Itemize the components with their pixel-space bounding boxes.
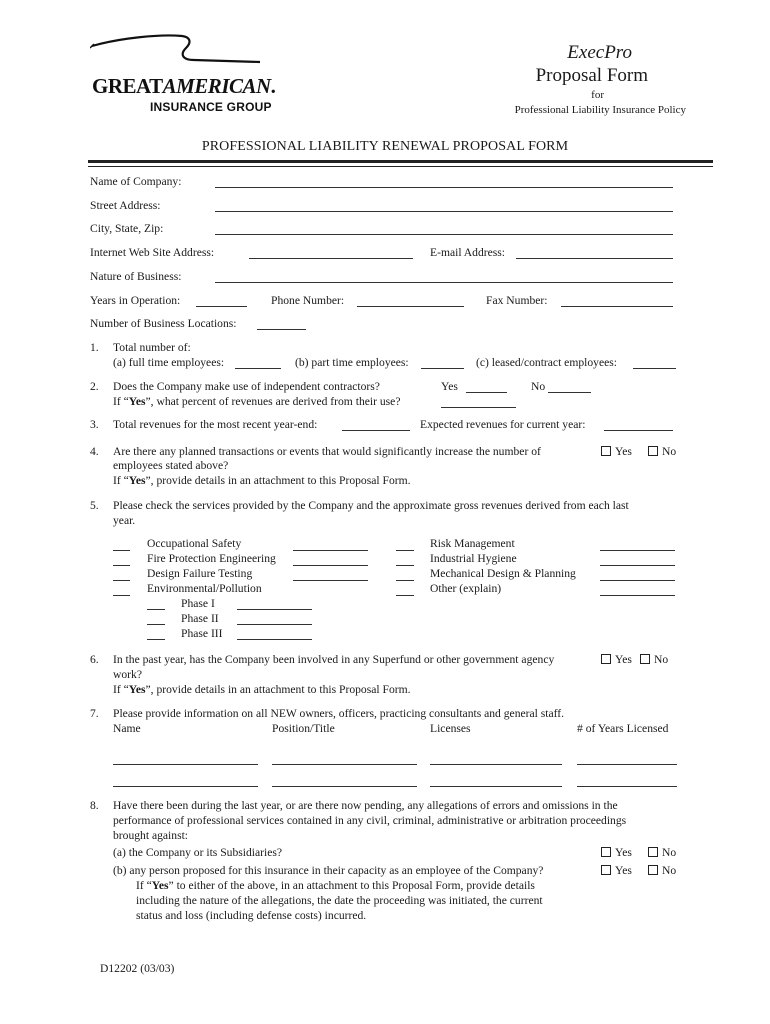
q2-no-label: No <box>531 380 546 393</box>
service-revenue-field[interactable] <box>600 580 675 581</box>
checkbox-icon <box>648 865 658 875</box>
q2-no-field[interactable] <box>548 392 591 393</box>
q4-yes-checkbox[interactable]: Yes <box>601 445 632 458</box>
checkbox-icon <box>640 654 650 664</box>
q7-licenses-field[interactable] <box>430 786 562 787</box>
phase-check[interactable] <box>147 609 165 610</box>
checkbox-icon <box>648 847 658 857</box>
logo-wordmark: GREATAMERICAN. <box>92 74 276 98</box>
nature-label: Nature of Business: <box>90 270 182 283</box>
logo-swoosh-icon <box>90 34 280 74</box>
street-field[interactable] <box>215 211 673 212</box>
website-label: Internet Web Site Address: <box>90 246 215 259</box>
service-check[interactable] <box>396 595 414 596</box>
q1-text: Total number of: <box>113 341 191 354</box>
q7-number: 7. <box>90 707 99 720</box>
q7-years-field[interactable] <box>577 786 677 787</box>
q7-col-name: Name <box>113 722 141 735</box>
q1a-label: (a) full time employees: <box>113 356 225 369</box>
company-name-label: Name of Company: <box>90 175 182 188</box>
checkbox-icon <box>601 446 611 456</box>
q6-if-text: If “Yes”, provide details in an attachment to this Proposal Form. <box>113 683 411 696</box>
years-label: Years in Operation: <box>90 294 181 307</box>
q7-position-field[interactable] <box>272 764 417 765</box>
service-revenue-field[interactable] <box>293 580 368 581</box>
email-label: E-mail Address: <box>430 246 506 259</box>
phase-check[interactable] <box>147 624 165 625</box>
checkbox-icon <box>601 654 611 664</box>
divider <box>88 166 713 167</box>
street-label: Street Address: <box>90 199 161 212</box>
q1-number: 1. <box>90 341 99 354</box>
service-label: Occupational Safety <box>147 537 242 550</box>
q8b-no-checkbox[interactable]: No <box>648 864 676 877</box>
q8-line3: brought against: <box>113 829 189 842</box>
phase-label: Phase III <box>181 627 223 640</box>
service-label: Design Failure Testing <box>147 567 253 580</box>
q7-years-field[interactable] <box>577 764 677 765</box>
phase-label: Phase I <box>181 597 215 610</box>
q8a-text: (a) the Company or its Subsidiaries? <box>113 846 283 859</box>
nature-field[interactable] <box>215 282 673 283</box>
q8a-no-checkbox[interactable]: No <box>648 846 676 859</box>
q2-text: Does the Company make use of independent contractors? <box>113 380 380 393</box>
q1b-field[interactable] <box>421 368 464 369</box>
q4-number: 4. <box>90 445 99 458</box>
q5-line1: Please check the services provided by the Company and the approximate gross revenues derived from each last <box>113 499 629 512</box>
service-label: Risk Management <box>430 537 515 550</box>
q8-detail-line2: including the nature of the allegations, the date the proceeding was initiated, the current <box>136 894 543 907</box>
q2-yes-field[interactable] <box>466 392 507 393</box>
q4-line1: Are there any planned transactions or events that would significantly increase the number of <box>113 445 541 458</box>
service-revenue-field[interactable] <box>600 595 675 596</box>
phase-label: Phase II <box>181 612 219 625</box>
phone-field[interactable] <box>357 306 464 307</box>
form-title: PROFESSIONAL LIABILITY RENEWAL PROPOSAL FORM <box>201 139 569 154</box>
service-check[interactable] <box>113 595 130 596</box>
q3-expected-field[interactable] <box>604 430 673 431</box>
q8a-yes-checkbox[interactable]: Yes <box>601 846 632 859</box>
q8-detail-line1: If “Yes” to either of the above, in an attachment to this Proposal Form, provide details <box>136 879 535 892</box>
service-label: Fire Protection Engineering <box>147 552 276 565</box>
q6-no-checkbox[interactable]: No <box>640 653 668 666</box>
phase-revenue-field[interactable] <box>237 639 312 640</box>
brand-name: ExecPro <box>567 42 632 63</box>
q8-detail-line3: status and loss (including defense costs) incurred. <box>136 909 367 922</box>
q7-col-position: Position/Title <box>272 722 335 735</box>
q2-percent-field[interactable] <box>441 407 516 408</box>
q7-col-licenses: Licenses <box>430 722 471 735</box>
q4-no-checkbox[interactable]: No <box>648 445 676 458</box>
service-revenue-field[interactable] <box>293 550 368 551</box>
service-check[interactable] <box>113 550 130 551</box>
q4-line2: employees stated above? <box>113 459 229 472</box>
q1a-field[interactable] <box>235 368 281 369</box>
phone-label: Phone Number: <box>271 294 345 307</box>
company-name-field[interactable] <box>215 187 673 188</box>
q6-line2: work? <box>113 668 142 681</box>
service-check[interactable] <box>396 565 414 566</box>
website-field[interactable] <box>249 258 413 259</box>
q1c-label: (c) leased/contract employees: <box>476 356 617 369</box>
city-label: City, State, Zip: <box>90 222 164 235</box>
q5-line2: year. <box>113 514 136 527</box>
q7-position-field[interactable] <box>272 786 417 787</box>
phase-check[interactable] <box>147 639 165 640</box>
phase-revenue-field[interactable] <box>237 609 312 610</box>
header-policy: Professional Liability Insurance Policy <box>514 104 686 116</box>
form-code: D12202 (03/03) <box>100 962 175 975</box>
q7-name-field[interactable] <box>113 786 258 787</box>
phase-revenue-field[interactable] <box>237 624 312 625</box>
checkbox-icon <box>601 847 611 857</box>
q2-if-text: If “Yes”, what percent of revenues are derived from their use? <box>113 395 401 408</box>
divider <box>88 160 713 163</box>
q7-col-years: # of Years Licensed <box>577 722 669 735</box>
service-check[interactable] <box>396 580 414 581</box>
service-check[interactable] <box>113 565 130 566</box>
locations-field[interactable] <box>257 329 306 330</box>
q3-expected-label: Expected revenues for current year: <box>420 418 586 431</box>
q3-text: Total revenues for the most recent year-end: <box>113 418 318 431</box>
email-field[interactable] <box>516 258 673 259</box>
q6-line1: In the past year, has the Company been involved in any Superfund or other government agency <box>113 653 555 666</box>
years-field[interactable] <box>196 306 247 307</box>
service-label: Other (explain) <box>430 582 502 595</box>
logo-subtitle: INSURANCE GROUP <box>150 100 272 114</box>
q8b-yes-checkbox[interactable]: Yes <box>601 864 632 877</box>
q8-line1: Have there been during the last year, or are there now pending, any allegations of errors and omissions in the <box>113 799 618 812</box>
q5-number: 5. <box>90 499 99 512</box>
service-check[interactable] <box>113 580 130 581</box>
q8b-text: (b) any person proposed for this insurance in their capacity as an employee of the Company? <box>113 864 544 877</box>
q2-number: 2. <box>90 380 99 393</box>
service-label: Environmental/Pollution <box>147 582 262 595</box>
header-title: Proposal Form <box>535 65 648 86</box>
q1c-field[interactable] <box>633 368 676 369</box>
service-label: Mechanical Design & Planning <box>430 567 576 580</box>
header-for: for <box>591 89 604 101</box>
city-field[interactable] <box>215 234 673 235</box>
fax-field[interactable] <box>561 306 673 307</box>
locations-label: Number of Business Locations: <box>90 317 237 330</box>
q8-number: 8. <box>90 799 99 812</box>
q2-yes-label: Yes <box>441 380 458 393</box>
q8-line2: performance of professional services contained in any civil, criminal, administrative or arbitration proceedings <box>113 814 627 827</box>
q7-text: Please provide information on all NEW owners, officers, practicing consultants and general staff. <box>113 707 565 720</box>
fax-label: Fax Number: <box>486 294 548 307</box>
service-revenue-field[interactable] <box>600 565 675 566</box>
q6-yes-checkbox[interactable]: Yes <box>601 653 632 666</box>
q7-name-field[interactable] <box>113 764 258 765</box>
service-revenue-field[interactable] <box>293 565 368 566</box>
checkbox-icon <box>648 446 658 456</box>
service-check[interactable] <box>396 550 414 551</box>
q7-licenses-field[interactable] <box>430 764 562 765</box>
service-label: Industrial Hygiene <box>430 552 517 565</box>
q1b-label: (b) part time employees: <box>295 356 409 369</box>
checkbox-icon <box>601 865 611 875</box>
q3-number: 3. <box>90 418 99 431</box>
q4-if-text: If “Yes”, provide details in an attachment to this Proposal Form. <box>113 474 411 487</box>
q3-revenue-field[interactable] <box>342 430 410 431</box>
service-revenue-field[interactable] <box>600 550 675 551</box>
q6-number: 6. <box>90 653 99 666</box>
